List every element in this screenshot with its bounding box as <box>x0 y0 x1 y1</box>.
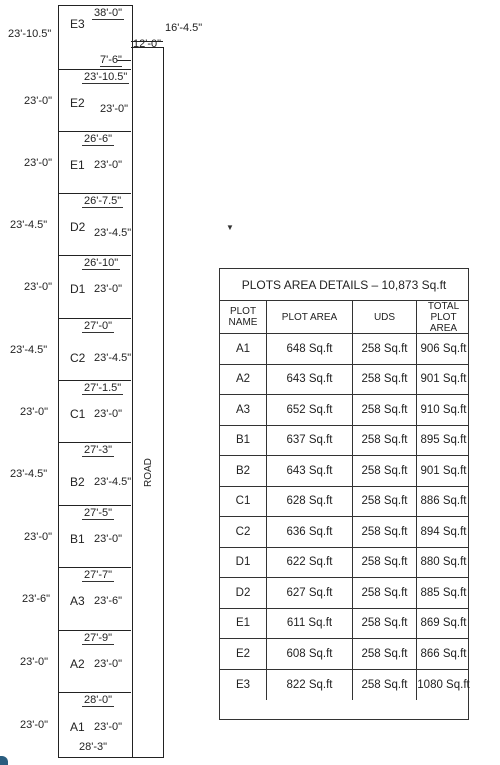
plot-divider <box>58 318 131 319</box>
plot-side-dimension: 23'-0" <box>24 281 53 293</box>
cell-total-plot-area: 869 Sq.ft <box>420 617 467 630</box>
dimension-right-top: 16'-4.5" <box>165 22 203 34</box>
cell-plot-name: D1 <box>220 548 267 578</box>
stray-mark: ▼ <box>226 223 234 232</box>
plot-top-dimension: 23'-10.5" <box>84 71 128 83</box>
cell-plot-name: A2 <box>220 365 267 395</box>
cell-total-plot-area: 894 Sq.ft <box>420 525 467 538</box>
plot-side-dimension: 23'-10.5" <box>8 28 52 40</box>
plot-side-dimension: 23'-0" <box>24 157 53 169</box>
plot-side-dimension: 23'-0" <box>20 719 49 731</box>
cell-total-plot-area: 885 Sq.ft <box>420 586 467 599</box>
cell-plot-name: A3 <box>220 395 267 425</box>
cell-total-plot-area: 895 Sq.ft <box>420 434 467 447</box>
table-row <box>220 670 468 701</box>
header-plot-area: PLOT AREA <box>267 301 353 333</box>
cell-plot-area: 652 Sq.ft <box>267 395 353 425</box>
cell-plot-name: B1 <box>220 426 267 456</box>
plot-top-dimension: 27'-3" <box>84 444 113 456</box>
e3-step-line <box>117 60 131 61</box>
cell-plot-name: A1 <box>220 334 267 364</box>
cell-total-plot-area: 880 Sq.ft <box>420 556 467 569</box>
cell-uds: 258 Sq.ft <box>353 426 417 456</box>
plot-name: E2 <box>70 96 85 110</box>
plot-inner-dimension: 23'-4.5" <box>94 476 132 488</box>
cell-plot-name: C2 <box>220 517 267 547</box>
cell-plot-area: 637 Sq.ft <box>267 426 353 456</box>
table-row <box>220 487 468 518</box>
plot-name: E1 <box>70 158 85 172</box>
table-row <box>220 395 468 426</box>
plot-inner-dimension: 23'-0" <box>94 408 123 420</box>
plot-inner-dimension: 23'-4.5" <box>94 352 132 364</box>
road-outline <box>131 47 164 758</box>
cell-uds: 258 Sq.ft <box>353 395 417 425</box>
table-row <box>220 334 468 365</box>
cell-plot-area: 643 Sq.ft <box>267 365 353 395</box>
cell-uds: 258 Sq.ft <box>353 487 417 517</box>
plot-inner-dimension: 23'-0" <box>94 533 123 545</box>
cell-plot-area: 648 Sq.ft <box>267 334 353 364</box>
plot-divider <box>58 630 131 631</box>
plot-divider <box>58 69 131 70</box>
table-row <box>220 365 468 396</box>
road-label: ROAD <box>143 458 154 487</box>
plot-name: C2 <box>70 351 86 365</box>
plot-divider <box>58 567 131 568</box>
cell-uds: 258 Sq.ft <box>353 365 417 395</box>
cell-plot-name: E2 <box>220 639 267 669</box>
plot-top-dimension: 27'-9" <box>84 632 113 644</box>
dimension-bottom: 28'-3" <box>79 741 108 753</box>
plot-divider <box>58 692 131 693</box>
cell-total-plot-area: 866 Sq.ft <box>420 647 467 660</box>
plot-divider <box>58 442 131 443</box>
cell-plot-area: 622 Sq.ft <box>267 548 353 578</box>
plot-inner-dimension: 23'-0" <box>94 721 123 733</box>
table-title: PLOTS AREA DETAILS – 10,873 Sq.ft <box>220 269 468 301</box>
plot-side-dimension: 23'-0" <box>24 531 53 543</box>
table-row <box>220 456 468 487</box>
plot-top-dimension: 27'-1.5" <box>84 382 122 394</box>
plot-side-dimension: 23'-0" <box>20 406 49 418</box>
cell-total-plot-area: 906 Sq.ft <box>420 342 467 355</box>
plot-divider <box>58 505 131 506</box>
cell-uds: 258 Sq.ft <box>353 456 417 486</box>
plot-side-dimension: 23'-6" <box>22 593 51 605</box>
cell-plot-area: 643 Sq.ft <box>267 456 353 486</box>
plot-divider <box>58 380 131 381</box>
plot-top-dimension: 27'-7" <box>84 569 113 581</box>
cell-uds: 258 Sq.ft <box>353 334 417 364</box>
cell-plot-area: 628 Sq.ft <box>267 487 353 517</box>
cell-plot-name: E3 <box>220 670 267 701</box>
cell-total-plot-area: 886 Sq.ft <box>420 495 467 508</box>
plot-side-dimension: 23'-0" <box>24 95 53 107</box>
cell-uds: 258 Sq.ft <box>353 609 417 639</box>
plot-inner-dimension: 23'-0" <box>94 159 123 171</box>
plot-top-dimension: 26'-7.5" <box>84 195 122 207</box>
plot-top-dimension: 27'-5" <box>84 507 113 519</box>
plot-side-dimension: 23'-4.5" <box>10 468 48 480</box>
plot-divider <box>58 255 131 256</box>
cell-plot-area: 611 Sq.ft <box>267 609 353 639</box>
plot-inner-dimension: 7'-6" <box>100 54 122 66</box>
plot-inner-dimension: 23'-0" <box>94 283 123 295</box>
table-row <box>220 517 468 548</box>
plot-name: A2 <box>70 657 85 671</box>
plot-name: A1 <box>70 720 85 734</box>
plot-inner-dimension: 23'-6" <box>94 595 123 607</box>
plot-divider <box>58 193 131 194</box>
header-uds: UDS <box>353 301 417 333</box>
cell-plot-area: 608 Sq.ft <box>267 639 353 669</box>
plot-side-dimension: 23'-4.5" <box>10 219 48 231</box>
plot-top-dimension: 27'-0" <box>84 320 113 332</box>
table-row <box>220 639 468 670</box>
table-header-row <box>220 301 468 334</box>
cell-plot-area: 627 Sq.ft <box>267 578 353 608</box>
cell-uds: 258 Sq.ft <box>353 639 417 669</box>
plot-name: D1 <box>70 282 86 296</box>
plot-divider <box>58 131 131 132</box>
plot-inner-dimension: 23'-0" <box>94 658 123 670</box>
cell-total-plot-area: 1080 Sq.ft <box>417 678 470 691</box>
plot-top-dimension: 26'-6" <box>84 133 113 145</box>
plot-name: D2 <box>70 220 86 234</box>
cell-plot-name: D2 <box>220 578 267 608</box>
plot-name: C1 <box>70 407 86 421</box>
plot-top-dimension: 38'-0" <box>94 7 123 19</box>
dimension-road-top: 12'-0" <box>133 38 162 50</box>
plot-name: B1 <box>70 532 85 546</box>
cell-uds: 258 Sq.ft <box>353 517 417 547</box>
table-row <box>220 609 468 640</box>
plot-top-dimension: 26'-10" <box>84 257 119 269</box>
cell-plot-name: E1 <box>220 609 267 639</box>
header-total-plot-area: TOTAL PLOT AREA <box>427 300 460 334</box>
plot-top-dimension: 28'-0" <box>84 694 113 706</box>
header-plot-name: PLOT NAME <box>220 301 267 333</box>
cell-plot-area: 636 Sq.ft <box>267 517 353 547</box>
cell-uds: 258 Sq.ft <box>353 548 417 578</box>
plot-name: A3 <box>70 594 85 608</box>
plot-inner-dimension: 23'-4.5" <box>94 227 132 239</box>
cell-total-plot-area: 901 Sq.ft <box>420 464 467 477</box>
cell-plot-name: B2 <box>220 456 267 486</box>
corner-decoration <box>0 756 8 765</box>
plot-side-dimension: 23'-4.5" <box>10 344 48 356</box>
plot-name: E3 <box>70 17 85 31</box>
cell-uds: 258 Sq.ft <box>353 578 417 608</box>
cell-uds: 258 Sq.ft <box>353 670 417 701</box>
cell-plot-area: 822 Sq.ft <box>267 670 353 701</box>
cell-total-plot-area: 901 Sq.ft <box>420 373 467 386</box>
plot-side-dimension: 23'-0" <box>20 656 49 668</box>
plot-name: B2 <box>70 475 85 489</box>
plots-area-table <box>219 268 469 720</box>
cell-plot-name: C1 <box>220 487 267 517</box>
plot-inner-dimension: 23'-0" <box>100 103 129 115</box>
table-row <box>220 548 468 579</box>
table-row <box>220 426 468 457</box>
cell-total-plot-area: 910 Sq.ft <box>420 403 467 416</box>
table-row <box>220 578 468 609</box>
